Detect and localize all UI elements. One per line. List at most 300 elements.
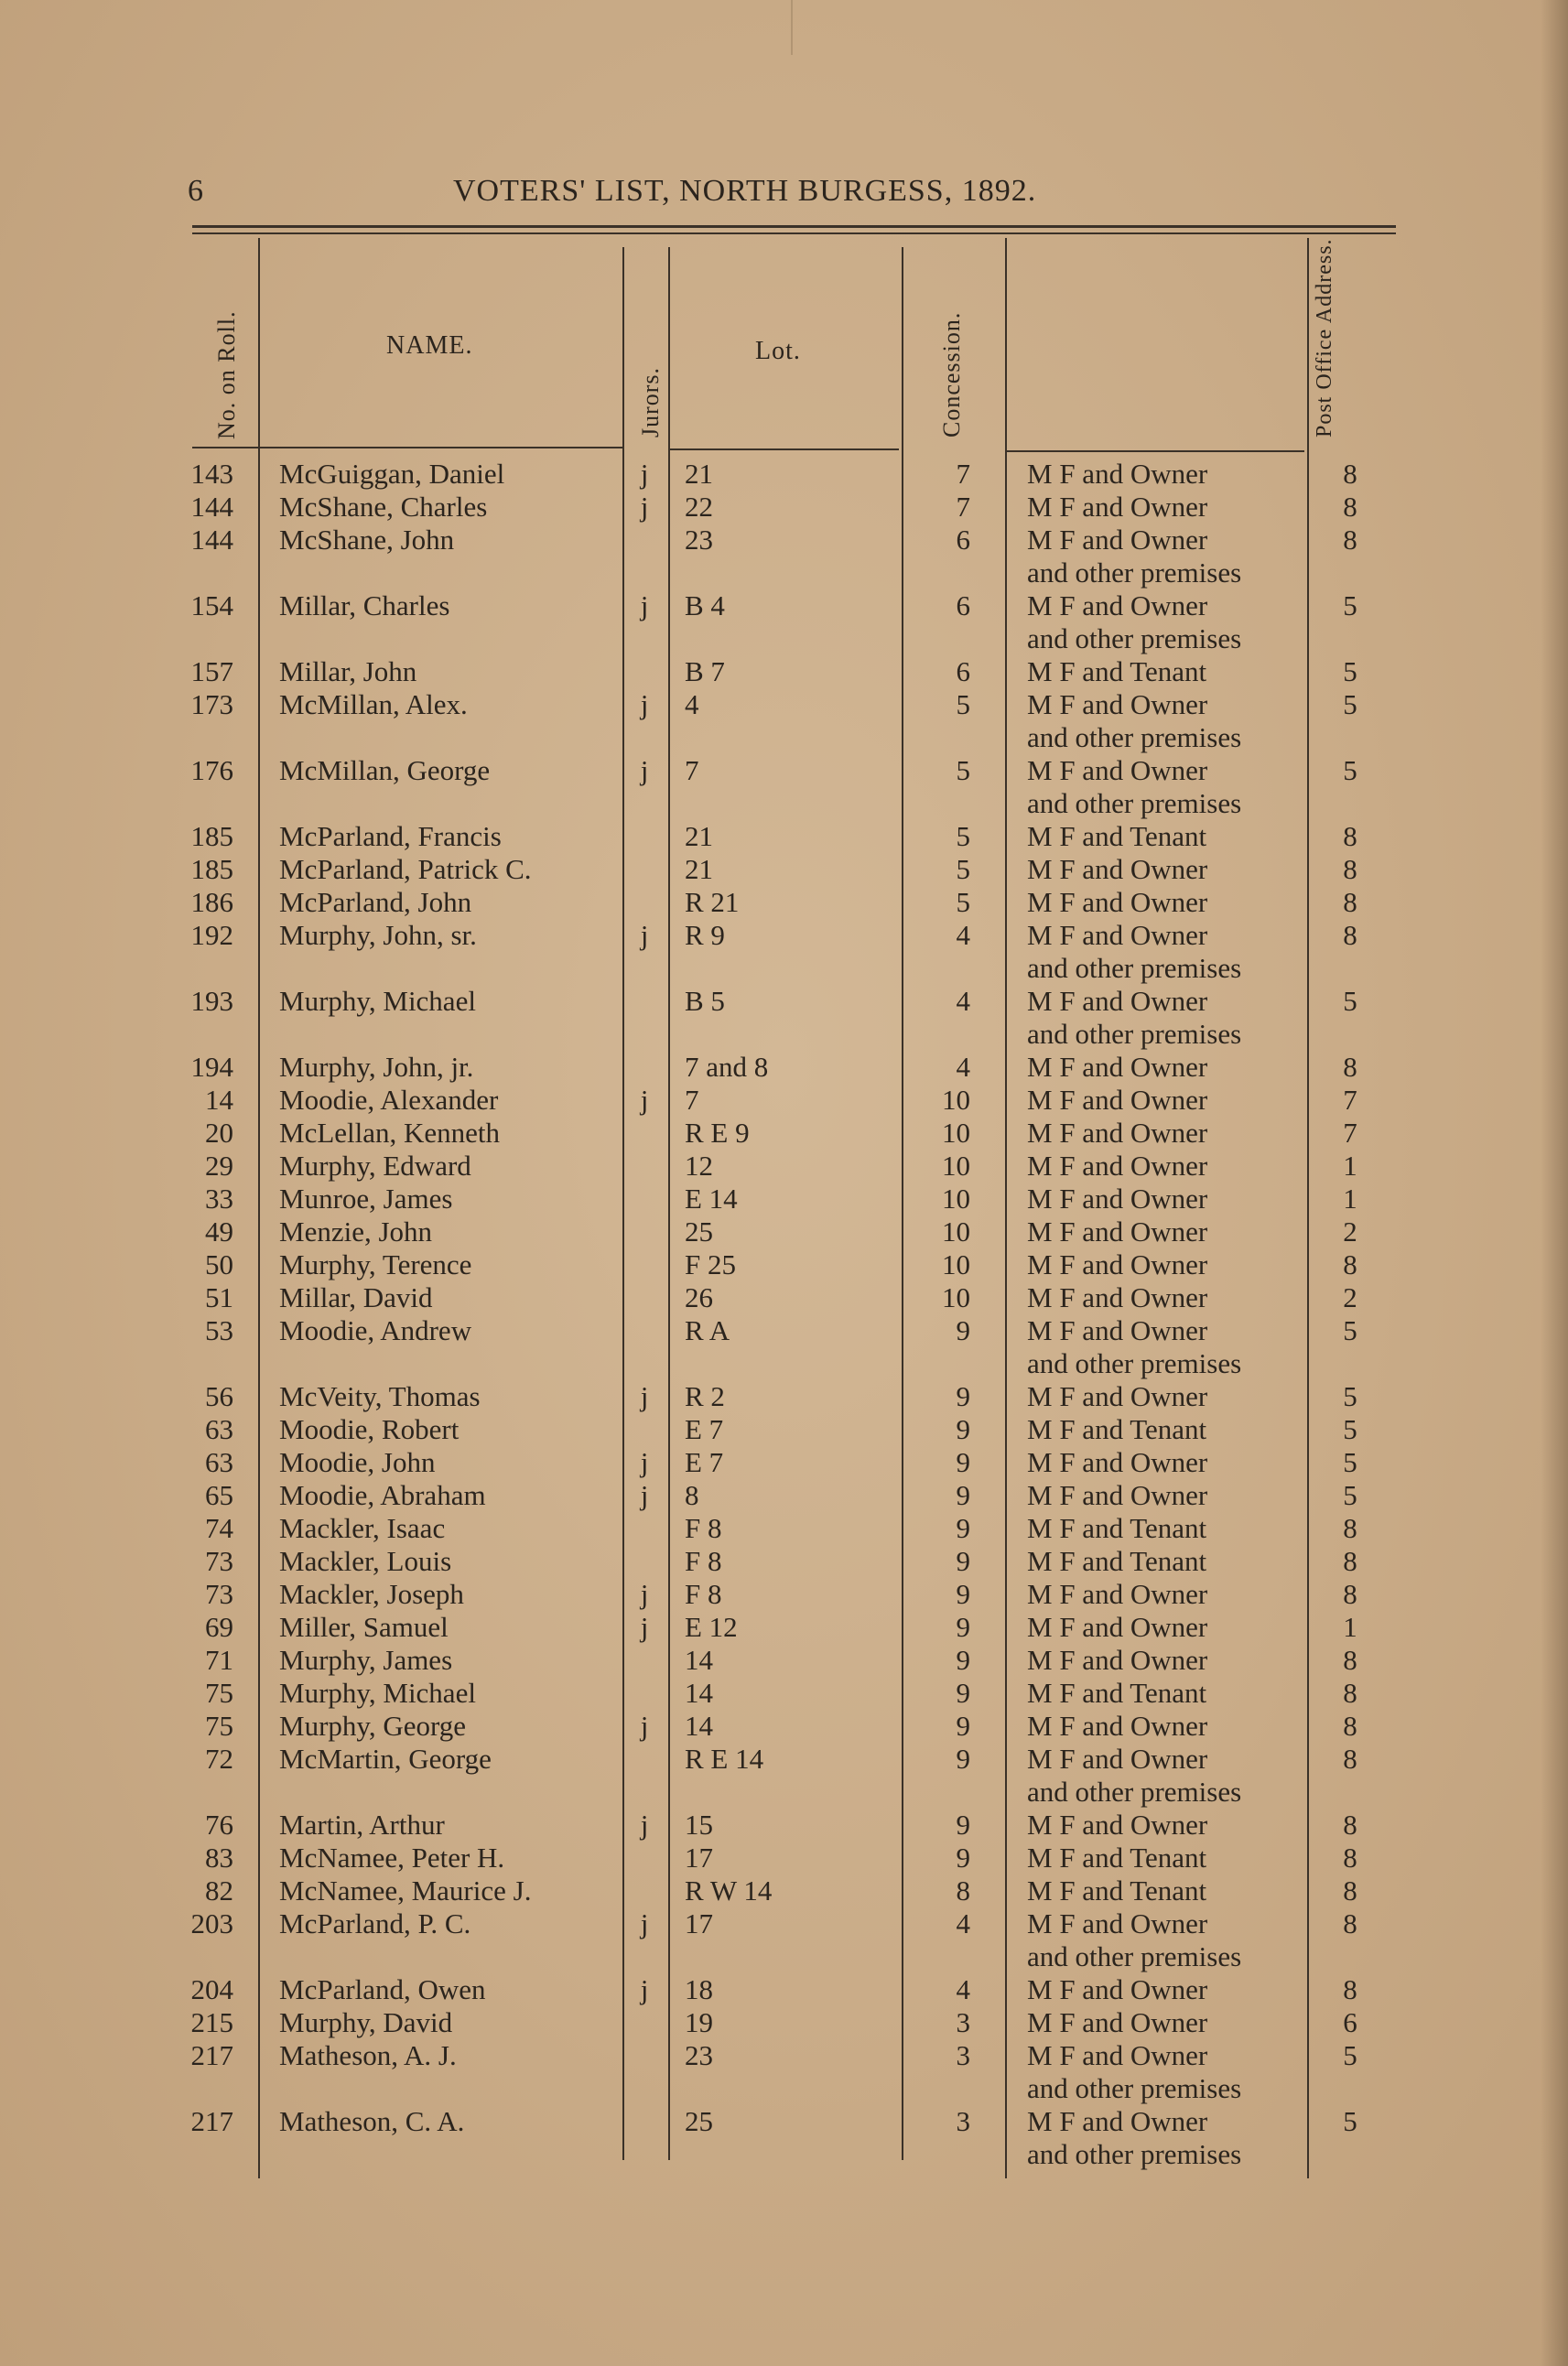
qualification-continuation: and other premises — [1027, 2138, 1242, 2170]
lot-number: 18 — [685, 1973, 713, 2005]
roll-number: 73 — [205, 1545, 233, 1577]
voter-name: Moodie, Alexander — [279, 1084, 499, 1116]
post-office-code: 8 — [1343, 1907, 1357, 1939]
concession-number: 9 — [956, 1644, 970, 1676]
qualification: M F and Owner — [1027, 1281, 1208, 1313]
lot-number: R A — [685, 1314, 730, 1346]
voter-name: McNamee, Maurice J. — [279, 1874, 532, 1907]
table-row — [0, 491, 1568, 524]
post-office-code: 8 — [1343, 1874, 1357, 1907]
lot-number: 25 — [685, 1215, 713, 1248]
concession-number: 6 — [956, 589, 970, 621]
post-office-code: 5 — [1343, 688, 1357, 720]
roll-number: 83 — [205, 1842, 233, 1874]
lot-number: R E 9 — [685, 1117, 750, 1149]
post-office-code: 1 — [1343, 1150, 1357, 1182]
concession-number: 9 — [956, 1677, 970, 1709]
roll-number: 73 — [205, 1578, 233, 1610]
roll-number: 20 — [205, 1117, 233, 1149]
voter-name: Mackler, Joseph — [279, 1578, 464, 1610]
table-row — [0, 1446, 1568, 1479]
lot-number: 7 — [685, 754, 699, 786]
roll-number: 71 — [205, 1644, 233, 1676]
post-office-code: 5 — [1343, 1314, 1357, 1346]
post-office-code: 7 — [1343, 1117, 1357, 1149]
lot-number: 22 — [685, 491, 713, 523]
voter-name: Moodie, Robert — [279, 1413, 460, 1445]
table-row — [0, 1084, 1568, 1117]
table-row — [0, 1907, 1568, 1940]
roll-number: 217 — [190, 2105, 233, 2137]
table-row — [0, 1611, 1568, 1644]
voter-name: Matheson, A. J. — [279, 2039, 457, 2071]
qualification: M F and Owner — [1027, 1380, 1208, 1412]
juror-mark: j — [640, 1809, 649, 1841]
voter-name: Mackler, Louis — [279, 1545, 452, 1577]
post-office-code: 5 — [1343, 754, 1357, 786]
qualification: M F and Owner — [1027, 853, 1208, 885]
post-office-code: 8 — [1343, 1743, 1357, 1775]
post-office-code: 8 — [1343, 853, 1357, 885]
table-row — [0, 754, 1568, 787]
post-office-code: 2 — [1343, 1215, 1357, 1248]
post-office-code: 8 — [1343, 458, 1357, 490]
roll-number: 203 — [190, 1907, 233, 1939]
lot-number: 19 — [685, 2006, 713, 2038]
qualification: M F and Owner — [1027, 458, 1208, 490]
juror-mark: j — [640, 1907, 649, 1939]
qualification: M F and Owner — [1027, 1314, 1208, 1346]
lot-number: 4 — [685, 688, 699, 720]
roll-number: 82 — [205, 1874, 233, 1907]
qualification: M F and Tenant — [1027, 1874, 1207, 1907]
table-row — [0, 688, 1568, 721]
qualification: M F and Owner — [1027, 1710, 1208, 1742]
concession-number: 10 — [942, 1084, 970, 1116]
qualification: M F and Owner — [1027, 2105, 1208, 2137]
qualification: M F and Owner — [1027, 1973, 1208, 2005]
roll-number: 194 — [190, 1051, 233, 1083]
qualification: M F and Owner — [1027, 1117, 1208, 1149]
concession-number: 3 — [956, 2039, 970, 2071]
voter-name: Menzie, John — [279, 1215, 433, 1248]
post-office-code: 5 — [1343, 985, 1357, 1017]
qualification: M F and Owner — [1027, 1051, 1208, 1083]
post-office-code: 7 — [1343, 1084, 1357, 1116]
voter-name: Matheson, C. A. — [279, 2105, 465, 2137]
lot-number: 23 — [685, 2039, 713, 2071]
qualification: M F and Owner — [1027, 1479, 1208, 1511]
voter-name: Moodie, Andrew — [279, 1314, 472, 1346]
qualification: M F and Tenant — [1027, 1512, 1207, 1544]
qualification: M F and Owner — [1027, 491, 1208, 523]
post-office-code: 8 — [1343, 491, 1357, 523]
qualification: M F and Owner — [1027, 1084, 1208, 1116]
post-office-code: 8 — [1343, 1677, 1357, 1709]
qualification: M F and Tenant — [1027, 1842, 1207, 1874]
column-header-name: NAME. — [386, 331, 473, 360]
concession-number: 4 — [956, 919, 970, 951]
qualification-continuation: and other premises — [1027, 721, 1242, 753]
roll-number: 49 — [205, 1215, 233, 1248]
table-row — [0, 1314, 1568, 1347]
roll-number: 193 — [190, 985, 233, 1017]
concession-number: 9 — [956, 1578, 970, 1610]
table-row — [0, 1512, 1568, 1545]
roll-number: 74 — [205, 1512, 233, 1544]
voter-name: McParland, Patrick C. — [279, 853, 532, 885]
voter-name: McNamee, Peter H. — [279, 1842, 505, 1874]
qualification-continuation: and other premises — [1027, 1940, 1242, 1972]
voter-name: Murphy, George — [279, 1710, 467, 1742]
lot-number: B 7 — [685, 655, 725, 687]
voter-name: McShane, John — [279, 524, 455, 556]
column-header-lot: Lot. — [755, 337, 801, 365]
column-header-concession: Concession. — [938, 311, 965, 438]
concession-number: 10 — [942, 1150, 970, 1182]
juror-mark: j — [640, 1611, 649, 1643]
lot-number: 21 — [685, 820, 713, 852]
header-underline — [192, 447, 622, 448]
concession-number: 4 — [956, 1973, 970, 2005]
table-row — [0, 985, 1568, 1018]
post-office-code: 5 — [1343, 2105, 1357, 2137]
lot-number: F 8 — [685, 1512, 722, 1544]
concession-number: 5 — [956, 688, 970, 720]
concession-number: 5 — [956, 886, 970, 918]
table-row — [0, 1281, 1568, 1314]
qualification-continuation: and other premises — [1027, 787, 1242, 819]
roll-number: 143 — [190, 458, 233, 490]
roll-number: 176 — [190, 754, 233, 786]
table-row — [0, 655, 1568, 688]
post-office-code: 8 — [1343, 1973, 1357, 2005]
qualification-continuation: and other premises — [1027, 1776, 1242, 1808]
column-header-post-office: Post Office Address. — [1313, 238, 1336, 438]
voter-name: Millar, Charles — [279, 589, 450, 621]
concession-number: 6 — [956, 524, 970, 556]
voter-name: Murphy, John, jr. — [279, 1051, 474, 1083]
post-office-code: 5 — [1343, 1479, 1357, 1511]
voter-name: McShane, Charles — [279, 491, 488, 523]
qualification: M F and Owner — [1027, 1743, 1208, 1775]
header-underline — [670, 448, 899, 450]
voter-name: Murphy, Michael — [279, 985, 476, 1017]
voter-name: Moodie, Abraham — [279, 1479, 486, 1511]
lot-number: B 4 — [685, 589, 725, 621]
table-row — [0, 2006, 1568, 2039]
qualification: M F and Tenant — [1027, 655, 1207, 687]
concession-number: 8 — [956, 1874, 970, 1907]
lot-number: E 7 — [685, 1413, 724, 1445]
qualification: M F and Owner — [1027, 1183, 1208, 1215]
table-row — [0, 1479, 1568, 1512]
lot-number: F 25 — [685, 1248, 736, 1280]
qualification: M F and Owner — [1027, 1809, 1208, 1841]
roll-number: 56 — [205, 1380, 233, 1412]
voter-name: Murphy, Terence — [279, 1248, 472, 1280]
header-underline — [1007, 450, 1304, 452]
concession-number: 6 — [956, 655, 970, 687]
concession-number: 7 — [956, 458, 970, 490]
qualification: M F and Tenant — [1027, 1413, 1207, 1445]
roll-number: 192 — [190, 919, 233, 951]
concession-number: 7 — [956, 491, 970, 523]
juror-mark: j — [640, 1578, 649, 1610]
roll-number: 185 — [190, 820, 233, 852]
voter-name: Murphy, John, sr. — [279, 919, 477, 951]
roll-number: 51 — [205, 1281, 233, 1313]
table-row — [0, 1710, 1568, 1743]
qualification: M F and Owner — [1027, 688, 1208, 720]
page-fold — [791, 0, 793, 55]
qualification: M F and Owner — [1027, 919, 1208, 951]
lot-number: 14 — [685, 1644, 713, 1676]
qualification: M F and Owner — [1027, 589, 1208, 621]
concession-number: 9 — [956, 1545, 970, 1577]
lot-number: 12 — [685, 1150, 713, 1182]
table-row — [0, 2105, 1568, 2138]
juror-mark: j — [640, 458, 649, 490]
post-office-code: 2 — [1343, 1281, 1357, 1313]
table-row — [0, 1117, 1568, 1150]
roll-number: 72 — [205, 1743, 233, 1775]
roll-number: 215 — [190, 2006, 233, 2038]
voter-name: McVeity, Thomas — [279, 1380, 481, 1412]
roll-number: 65 — [205, 1479, 233, 1511]
post-office-code: 6 — [1343, 2006, 1357, 2038]
post-office-code: 8 — [1343, 1545, 1357, 1577]
page-number: 6 — [188, 174, 203, 208]
post-office-code: 8 — [1343, 1512, 1357, 1544]
qualification: M F and Owner — [1027, 1644, 1208, 1676]
post-office-code: 8 — [1343, 886, 1357, 918]
table-row — [0, 1809, 1568, 1842]
roll-number: 14 — [205, 1084, 233, 1116]
qualification: M F and Owner — [1027, 1248, 1208, 1280]
voter-name: McMillan, Alex. — [279, 688, 468, 720]
lot-number: E 7 — [685, 1446, 724, 1478]
post-office-code: 5 — [1343, 1413, 1357, 1445]
voter-name: Moodie, John — [279, 1446, 436, 1478]
qualification: M F and Owner — [1027, 754, 1208, 786]
concession-number: 4 — [956, 1051, 970, 1083]
voter-name: McMartin, George — [279, 1743, 492, 1775]
lot-number: R 2 — [685, 1380, 725, 1412]
qualification: M F and Owner — [1027, 2006, 1208, 2038]
qualification: M F and Owner — [1027, 1907, 1208, 1939]
table-row — [0, 1578, 1568, 1611]
post-office-code: 8 — [1343, 1051, 1357, 1083]
voter-name: Millar, David — [279, 1281, 433, 1313]
concession-number: 9 — [956, 1809, 970, 1841]
table-row — [0, 886, 1568, 919]
table-row — [0, 1183, 1568, 1215]
voter-name: Munroe, James — [279, 1183, 453, 1215]
voter-name: McParland, P. C. — [279, 1907, 471, 1939]
lot-number: F 8 — [685, 1578, 722, 1610]
post-office-code: 5 — [1343, 2039, 1357, 2071]
lot-number: 8 — [685, 1479, 699, 1511]
post-office-code: 5 — [1343, 1380, 1357, 1412]
lot-number: 7 — [685, 1084, 699, 1116]
juror-mark: j — [640, 1380, 649, 1412]
voter-name: Murphy, David — [279, 2006, 453, 2038]
lot-number: E 12 — [685, 1611, 738, 1643]
juror-mark: j — [640, 1446, 649, 1478]
juror-mark: j — [640, 491, 649, 523]
juror-mark: j — [640, 754, 649, 786]
lot-number: R W 14 — [685, 1874, 773, 1907]
post-office-code: 8 — [1343, 1842, 1357, 1874]
voter-name: McLellan, Kenneth — [279, 1117, 501, 1149]
roll-number: 29 — [205, 1150, 233, 1182]
concession-number: 9 — [956, 1710, 970, 1742]
roll-number: 50 — [205, 1248, 233, 1280]
concession-number: 10 — [942, 1183, 970, 1215]
table-row — [0, 1874, 1568, 1907]
concession-number: 9 — [956, 1446, 970, 1478]
voter-name: McParland, John — [279, 886, 472, 918]
qualification-continuation: and other premises — [1027, 1347, 1242, 1379]
concession-number: 9 — [956, 1314, 970, 1346]
table-row — [0, 1644, 1568, 1677]
qualification: M F and Owner — [1027, 1215, 1208, 1248]
roll-number: 76 — [205, 1809, 233, 1841]
roll-number: 63 — [205, 1413, 233, 1445]
lot-number: 21 — [685, 458, 713, 490]
lot-number: R 21 — [685, 886, 740, 918]
post-office-code: 8 — [1343, 1248, 1357, 1280]
table-row — [0, 919, 1568, 952]
post-office-code: 5 — [1343, 1446, 1357, 1478]
roll-number: 185 — [190, 853, 233, 885]
concession-number: 5 — [956, 754, 970, 786]
post-office-code: 8 — [1343, 1644, 1357, 1676]
qualification: M F and Owner — [1027, 2039, 1208, 2071]
concession-number: 10 — [942, 1281, 970, 1313]
roll-number: 75 — [205, 1710, 233, 1742]
voter-name: Millar, John — [279, 655, 417, 687]
juror-mark: j — [640, 1710, 649, 1742]
roll-number: 63 — [205, 1446, 233, 1478]
page-title: VOTERS' LIST, NORTH BURGESS, 1892. — [453, 174, 1037, 208]
table-row — [0, 589, 1568, 622]
lot-number: 25 — [685, 2105, 713, 2137]
post-office-code: 8 — [1343, 524, 1357, 556]
qualification: M F and Tenant — [1027, 1545, 1207, 1577]
voter-name: Murphy, Edward — [279, 1150, 471, 1182]
qualification-continuation: and other premises — [1027, 2072, 1242, 2104]
roll-number: 173 — [190, 688, 233, 720]
table-row — [0, 1413, 1568, 1446]
voter-name: Murphy, Michael — [279, 1677, 476, 1709]
concession-number: 9 — [956, 1611, 970, 1643]
post-office-code: 5 — [1343, 655, 1357, 687]
post-office-code: 5 — [1343, 589, 1357, 621]
header-rule — [192, 225, 1396, 228]
qualification: M F and Owner — [1027, 985, 1208, 1017]
concession-number: 9 — [956, 1413, 970, 1445]
lot-number: 23 — [685, 524, 713, 556]
concession-number: 4 — [956, 1907, 970, 1939]
post-office-code: 8 — [1343, 820, 1357, 852]
table-row — [0, 1051, 1568, 1084]
table-row — [0, 1677, 1568, 1710]
lot-number: 26 — [685, 1281, 713, 1313]
roll-number: 186 — [190, 886, 233, 918]
qualification-continuation: and other premises — [1027, 622, 1242, 654]
juror-mark: j — [640, 589, 649, 621]
qualification: M F and Owner — [1027, 524, 1208, 556]
table-row — [0, 1842, 1568, 1874]
concession-number: 10 — [942, 1117, 970, 1149]
concession-number: 3 — [956, 2006, 970, 2038]
post-office-code: 8 — [1343, 1578, 1357, 1610]
voter-name: McMillan, George — [279, 754, 491, 786]
table-row — [0, 820, 1568, 853]
roll-number: 204 — [190, 1973, 233, 2005]
roll-number: 157 — [190, 655, 233, 687]
table-row — [0, 1973, 1568, 2006]
table-row — [0, 1743, 1568, 1776]
lot-number: R 9 — [685, 919, 725, 951]
concession-number: 9 — [956, 1380, 970, 1412]
page-header — [188, 174, 1405, 220]
juror-mark: j — [640, 919, 649, 951]
juror-mark: j — [640, 688, 649, 720]
post-office-code: 8 — [1343, 919, 1357, 951]
juror-mark: j — [640, 1084, 649, 1116]
voter-name: McGuiggan, Daniel — [279, 458, 505, 490]
qualification: M F and Owner — [1027, 1611, 1208, 1643]
lot-number: R E 14 — [685, 1743, 764, 1775]
lot-number: 15 — [685, 1809, 713, 1841]
voter-name: Mackler, Isaac — [279, 1512, 446, 1544]
table-row — [0, 1380, 1568, 1413]
lot-number: 17 — [685, 1842, 713, 1874]
table-row — [0, 853, 1568, 886]
qualification: M F and Owner — [1027, 1578, 1208, 1610]
concession-number: 9 — [956, 1743, 970, 1775]
lot-number: 21 — [685, 853, 713, 885]
post-office-code: 8 — [1343, 1809, 1357, 1841]
lot-number: 14 — [685, 1710, 713, 1742]
lot-number: 7 and 8 — [685, 1051, 769, 1083]
concession-number: 10 — [942, 1215, 970, 1248]
table-row — [0, 1150, 1568, 1183]
concession-number: 9 — [956, 1842, 970, 1874]
voter-name: McParland, Owen — [279, 1973, 486, 2005]
concession-number: 9 — [956, 1479, 970, 1511]
table-row — [0, 458, 1568, 491]
qualification: M F and Tenant — [1027, 1677, 1207, 1709]
qualification-continuation: and other premises — [1027, 952, 1242, 984]
qualification: M F and Owner — [1027, 1446, 1208, 1478]
post-office-code: 1 — [1343, 1611, 1357, 1643]
table-row — [0, 1215, 1568, 1248]
juror-mark: j — [640, 1479, 649, 1511]
concession-number: 9 — [956, 1512, 970, 1544]
roll-number: 144 — [190, 491, 233, 523]
concession-number: 5 — [956, 853, 970, 885]
column-header-jurors: Jurors. — [637, 366, 664, 438]
lot-number: E 14 — [685, 1183, 738, 1215]
roll-number: 75 — [205, 1677, 233, 1709]
voter-name: McParland, Francis — [279, 820, 502, 852]
roll-number: 69 — [205, 1611, 233, 1643]
qualification-continuation: and other premises — [1027, 556, 1242, 589]
